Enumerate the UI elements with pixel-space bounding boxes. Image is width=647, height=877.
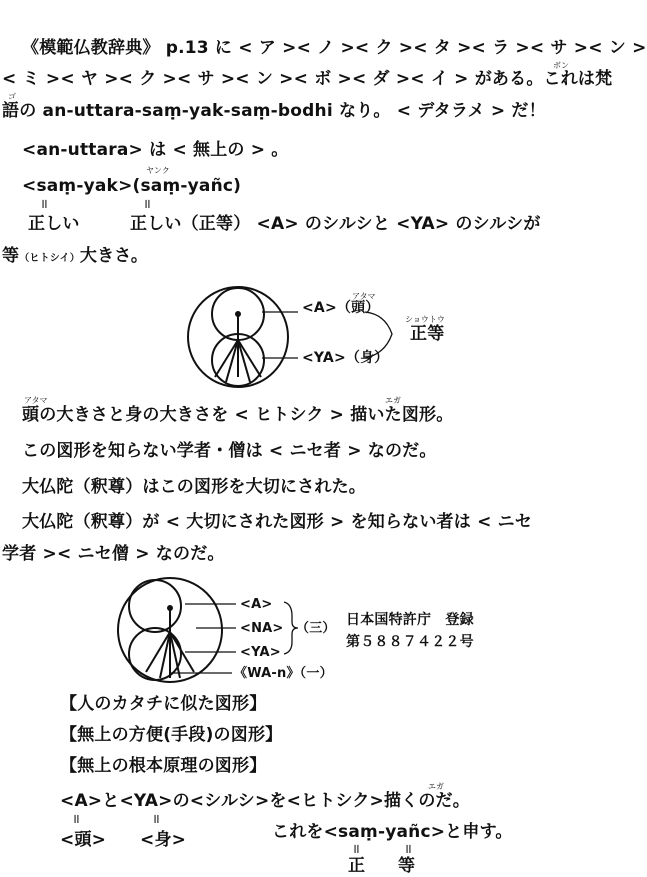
registration-line-1: 日本国特許庁 登録 <box>346 612 474 628</box>
diagram2-label-ya: <YA> <box>240 645 281 660</box>
ruby-shoutou: ショウトウ <box>405 315 445 324</box>
ruby-ega-1: エガ <box>385 396 401 405</box>
final-atama: <頭> <box>60 830 107 850</box>
ruby-bon: ボン <box>553 61 569 70</box>
line-atama: 頭の大きさと身の大きさを < ヒトシク > 描いた図形。 <box>22 405 454 425</box>
diagram2-brace-label: （三） <box>296 621 336 636</box>
line-daibutsuda-2a: 大仏陀（釈尊）が < 大切にされた図形 > を知らない者は < ニセ <box>22 512 533 532</box>
line-anuttara: <an-uttara> は < 無上の > 。 <box>22 140 289 160</box>
paragraph1-line2: < ミ >< ヤ >< ク >< サ >< ン >< ボ >< ダ >< イ > がある。これは梵 <box>2 69 613 89</box>
equals-mark-6: ॥ <box>404 842 412 857</box>
line-shiranai: この図形を知らない学者・僧は < ニセ者 > なのだ。 <box>22 441 437 461</box>
diagram2-label-a: <A> <box>240 597 273 612</box>
hitoshii-rest: 大きさ。 <box>79 246 149 266</box>
paragraph1-line1: 《模範仏教辞典》 p.13 に < ア >< ノ >< ク >< タ >< ラ >< サ >< ン > <box>22 38 647 58</box>
diagram1-label-ya: <YA>（身） <box>302 350 389 366</box>
diagram1-brace-label: 正等 <box>410 324 445 344</box>
equals-mark-1: ॥ <box>40 197 48 212</box>
final-tou: 等 <box>398 856 416 876</box>
final-mi: <身> <box>140 830 187 850</box>
hitoshii-char: 等 <box>2 246 20 266</box>
final-koreo: これを<saṃ-yañc>と申す。 <box>272 822 513 842</box>
line-daibutsuda-2b: 学者 >< ニセ僧 > なのだ。 <box>2 544 225 564</box>
equals-mark-4: ॥ <box>152 812 160 827</box>
line-hitoshii <box>2 246 148 269</box>
bracket-line-2: 【無上の方便(手段)の図形】 <box>60 725 283 745</box>
ruby-atama-1: アタマ <box>352 292 376 301</box>
equals-mark-5: ॥ <box>352 842 360 857</box>
seishii-2-line: 正しい（正等） <A> のシルシと <YA> のシルシが <box>130 214 541 234</box>
final-sei: 正 <box>348 856 366 876</box>
bracket-line-3: 【無上の根本原理の図形】 <box>60 756 267 776</box>
diagram-head-body-1 <box>0 284 581 394</box>
diagram2-label-wan: 《WA-n》（一） <box>234 666 333 681</box>
equals-mark-3: ॥ <box>72 812 80 827</box>
seishii-1: 正しい <box>28 214 80 234</box>
line-samyak: <saṃ-yak>(saṃ-yañc) <box>22 176 242 196</box>
paragraph1-line3: 語の an-uttara-saṃ-yak-saṃ-bodhi なり。 < デタラメ > だ！ <box>2 101 546 121</box>
bracket-line-1: 【人のカタチに似た図形】 <box>60 694 267 714</box>
ruby-ega-2: エガ <box>428 782 444 791</box>
registration-line-2: 第５８８７４２２号 <box>346 634 474 650</box>
line-daibutsuda-1: 大仏陀（釈尊）はこの図形を大切にされた。 <box>22 477 366 497</box>
equals-mark-2: ॥ <box>143 197 151 212</box>
ruby-yanku: ヤンク <box>146 166 170 175</box>
final-line: <A>と<YA>の<シルシ>を<ヒトシク>描くのだ。 <box>60 791 470 811</box>
diagram2-label-na: <NA> <box>240 621 284 636</box>
hitoshii-ruby: （ヒトシイ） <box>19 253 80 264</box>
diagram1-label-a: <A>（頭） <box>302 300 380 316</box>
ruby-go: ゴ <box>8 92 16 101</box>
ruby-atama-2: アタマ <box>24 396 48 405</box>
